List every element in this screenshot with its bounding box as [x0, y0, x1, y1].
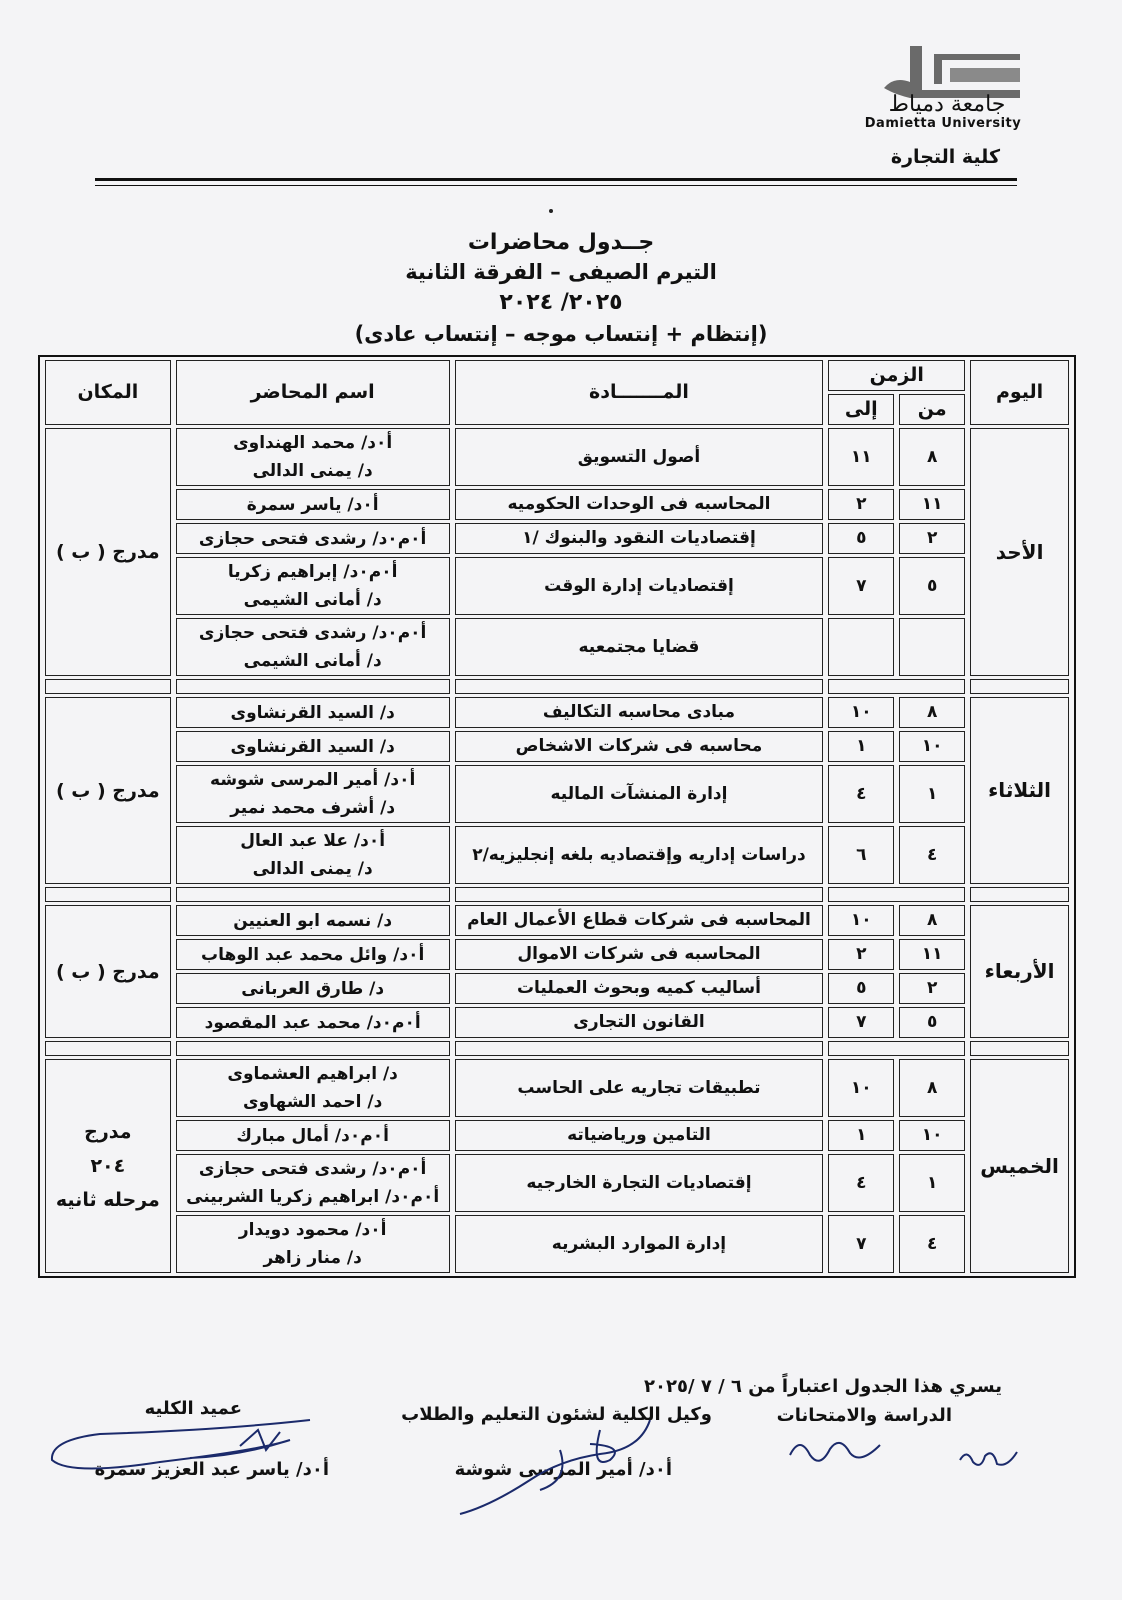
studies-signature	[780, 1425, 900, 1475]
place-cell	[45, 905, 171, 1038]
subject-cell: التامين ورياضياته	[455, 1120, 824, 1151]
table-row	[45, 697, 1069, 728]
lecturer-name: أ٠م٠د/ أمال مبارك	[236, 1125, 389, 1146]
subject-cell: المحاسبه فى الوحدات الحكوميه	[455, 489, 824, 520]
separator-cell	[45, 887, 171, 902]
time-from-cell	[899, 618, 965, 676]
time-from-cell: ٨	[899, 1059, 965, 1117]
lecturer-cell	[176, 1059, 450, 1117]
subject-cell: إدارة المنشآت الماليه	[455, 765, 824, 823]
time-from-cell: ١١	[899, 939, 965, 970]
table-row	[45, 973, 1069, 1004]
separator-cell	[176, 679, 450, 694]
schedule-title: جــدول محاضرات	[467, 230, 655, 255]
time-from-cell: ٨	[899, 428, 965, 486]
header-subject: المـــــــادة	[455, 360, 824, 425]
lecturer-name: د/ نسمه ابو العنيين	[233, 910, 393, 931]
time-from-cell: ٨	[899, 697, 965, 728]
subject-cell: المحاسبه فى شركات الاموال	[455, 939, 824, 970]
separator-row	[45, 887, 1069, 902]
table-row	[45, 905, 1069, 936]
lecturer-name: أ٠م٠د/ رشدى فتحى حجازى	[198, 1159, 427, 1179]
separator-cell	[970, 1041, 1069, 1056]
place-line: مدرج ( ب )	[56, 779, 160, 802]
time-from-cell: ٥	[899, 557, 965, 615]
subject-cell: إدارة الموارد البشريه	[455, 1215, 824, 1273]
day-cell: الأحد	[970, 428, 1069, 676]
lecturer-cell	[176, 1007, 450, 1038]
dean-name: أ٠د/ ياسر عبد العزيز سمرة	[94, 1459, 329, 1480]
lecturer-name: أ٠د/ أمير المرسى شوشه	[210, 770, 416, 790]
studies-signature-2	[955, 1440, 1025, 1475]
place-cell	[45, 697, 171, 884]
subject-cell: تطبيقات تجاريه على الحاسب	[455, 1059, 824, 1117]
day-cell: الخميس	[970, 1059, 1069, 1273]
time-to-cell: ٧	[828, 557, 894, 615]
header-time: الزمن	[828, 360, 965, 391]
time-from-cell: ١	[899, 1154, 965, 1212]
table-row	[45, 1059, 1069, 1117]
table-row	[45, 731, 1069, 762]
separator-cell	[45, 1041, 171, 1056]
table-row	[45, 1154, 1069, 1212]
lecturer-cell	[176, 731, 450, 762]
table-row	[45, 489, 1069, 520]
lecturer-cell	[176, 905, 450, 936]
lecturer-cell	[176, 489, 450, 520]
lecturer-name: أ٠د/ ياسر سمرة	[246, 494, 379, 515]
subject-cell: إقتصاديات النقود والبنوك /١	[455, 523, 824, 554]
lecturer-cell	[176, 1154, 450, 1212]
separator-cell	[455, 887, 824, 902]
time-to-cell: ٥	[828, 523, 894, 554]
lecturer-name: د/ السيد القرنشاوى	[230, 702, 395, 723]
lecturer-cell	[176, 428, 450, 486]
place-line: مدرج	[84, 1121, 132, 1143]
lecturer-cell	[176, 1215, 450, 1273]
lecturer-cell	[176, 973, 450, 1004]
lecturer-name: أ٠د/ محمد الهنداوى	[233, 433, 393, 453]
time-from-cell: ١	[899, 765, 965, 823]
separator-cell	[176, 887, 450, 902]
place-line: ٢٠٤	[90, 1155, 126, 1177]
separator-cell	[970, 887, 1069, 902]
term-title: التيرم الصيفى – الفرقة الثانية	[405, 260, 717, 284]
header-from: من	[899, 394, 965, 425]
time-to-cell	[828, 618, 894, 676]
subject-cell: إقتصاديات إدارة الوقت	[455, 557, 824, 615]
time-to-cell: ١٠	[828, 697, 894, 728]
lecturer-cell	[176, 523, 450, 554]
lecturer-name: د/ منار زاهر	[263, 1248, 362, 1268]
lecturer-name: أ٠م٠د/ ابراهيم زكريا الشربينى	[186, 1187, 440, 1207]
schedule-body	[45, 428, 1069, 1273]
time-from-cell: ٨	[899, 905, 965, 936]
subject-cell: القانون التجارى	[455, 1007, 824, 1038]
university-name-arabic: جامعة دمياط	[888, 92, 1006, 117]
separator-row	[45, 1041, 1069, 1056]
lecturer-name: د/ ابراهيم العشماوى	[227, 1064, 398, 1084]
subject-cell: دراسات إداريه وإقتصاديه بلغه إنجليزيه/٢	[455, 826, 824, 884]
separator-cell	[455, 679, 824, 694]
studies-exams-label: الدراسة والامتحانات	[776, 1405, 952, 1426]
time-to-cell: ١٠	[828, 1059, 894, 1117]
separator-cell	[455, 1041, 824, 1056]
time-to-cell: ٦	[828, 826, 894, 884]
place-cell	[45, 428, 171, 676]
subject-cell: قضايا مجتمعيه	[455, 618, 824, 676]
subject-cell: المحاسبه فى شركات قطاع الأعمال العام	[455, 905, 824, 936]
enrollment-types: (إنتظام + إنتساب موجه – إنتساب عادى)	[354, 322, 768, 346]
vice-dean-name: أ٠د/ أمير المرسى شوشة	[454, 1459, 672, 1480]
table-row	[45, 826, 1069, 884]
stray-dot	[549, 209, 553, 213]
lecturer-cell	[176, 939, 450, 970]
lecturer-cell	[176, 765, 450, 823]
place-line: مدرج ( ب )	[56, 960, 160, 983]
header-lecturer: اسم المحاضر	[176, 360, 450, 425]
lecturer-name: د/ أمانى الشيمى	[243, 590, 382, 610]
lecturer-name: د/ طارق العربانى	[241, 978, 385, 999]
table-row	[45, 618, 1069, 676]
lecturer-name: د/ يمنى الدالى	[252, 461, 373, 481]
subject-cell: محاسبه فى شركات الاشخاص	[455, 731, 824, 762]
lecturer-name: أ٠م٠د/ رشدى فتحى حجازى	[198, 623, 427, 643]
day-cell: الثلاثاء	[970, 697, 1069, 884]
table-row	[45, 1007, 1069, 1038]
lecturer-cell	[176, 618, 450, 676]
time-to-cell: ٧	[828, 1215, 894, 1273]
table-row	[45, 428, 1069, 486]
place-line: مرحله ثانيه	[55, 1189, 160, 1211]
time-from-cell: ١١	[899, 489, 965, 520]
lecturer-cell	[176, 1120, 450, 1151]
subject-cell: أساليب كميه وبحوث العمليات	[455, 973, 824, 1004]
time-to-cell: ١	[828, 731, 894, 762]
time-to-cell: ٥	[828, 973, 894, 1004]
lecturer-name: أ٠د/ علا عبد العال	[240, 831, 386, 851]
separator-cell	[828, 887, 965, 902]
subject-cell: إقتصاديات التجارة الخارجيه	[455, 1154, 824, 1212]
time-to-cell: ١١	[828, 428, 894, 486]
lecturer-name: د/ أمانى الشيمى	[243, 651, 382, 671]
time-to-cell: ١٠	[828, 905, 894, 936]
place-cell	[45, 1059, 171, 1273]
time-from-cell: ٤	[899, 826, 965, 884]
lecturer-name: د/ يمنى الدالى	[252, 859, 373, 879]
place-line: مدرج ( ب )	[56, 541, 160, 563]
lecturer-cell	[176, 697, 450, 728]
time-from-cell: ٥	[899, 1007, 965, 1038]
faculty-name: كلية التجارة	[890, 146, 1000, 168]
lecturer-cell	[176, 557, 450, 615]
lecturer-name: أ٠د/ وائل محمد عبد الوهاب	[201, 944, 425, 965]
time-from-cell: ٤	[899, 1215, 965, 1273]
subject-cell: مبادى محاسبه التكاليف	[455, 697, 824, 728]
validity-note: يسري هذا الجدول اعتباراً من ٦ / ٧ /٢٠٢٥	[644, 1376, 1002, 1397]
lecturer-name: د/ السيد القرنشاوى	[230, 736, 395, 757]
vice-dean-signature	[450, 1410, 680, 1520]
time-to-cell: ٤	[828, 1154, 894, 1212]
time-from-cell: ١٠	[899, 1120, 965, 1151]
header-rule	[95, 178, 1017, 181]
time-to-cell: ١	[828, 1120, 894, 1151]
time-from-cell: ٢	[899, 523, 965, 554]
schedule-table	[38, 355, 1076, 1278]
day-cell: الأربعاء	[970, 905, 1069, 1038]
time-from-cell: ٢	[899, 973, 965, 1004]
lecturer-name: أ٠م٠د/ إبراهيم زكريا	[227, 562, 398, 582]
lecturer-name: أ٠د/ محمود دويدار	[238, 1220, 387, 1240]
dean-title: عميد الكليه	[144, 1398, 242, 1419]
separator-cell	[828, 1041, 965, 1056]
table-row	[45, 765, 1069, 823]
university-name-english: Damietta University	[864, 116, 1022, 131]
separator-cell	[45, 679, 171, 694]
lecturer-name: أ٠م٠د/ محمد عبد المقصود	[204, 1012, 421, 1033]
separator-cell	[970, 679, 1069, 694]
lecturer-cell	[176, 826, 450, 884]
time-to-cell: ٤	[828, 765, 894, 823]
time-to-cell: ٧	[828, 1007, 894, 1038]
table-row	[45, 1120, 1069, 1151]
header-to: إلى	[828, 394, 894, 425]
header-place: المكان	[45, 360, 171, 425]
table-row	[45, 939, 1069, 970]
lecturer-name: د/ احمد الشهاوى	[242, 1092, 383, 1112]
time-to-cell: ٢	[828, 489, 894, 520]
vice-dean-title: وكيل الكلية لشئون التعليم والطلاب	[401, 1404, 712, 1425]
table-row	[45, 557, 1069, 615]
subject-cell: أصول التسويق	[455, 428, 824, 486]
lecturer-name: أ٠م٠د/ رشدى فتحى حجازى	[198, 528, 427, 549]
dean-signature	[40, 1410, 340, 1490]
header-rule-thin	[95, 185, 1017, 186]
header-day: اليوم	[970, 360, 1069, 425]
time-to-cell: ٢	[828, 939, 894, 970]
separator-cell	[828, 679, 965, 694]
separator-row	[45, 679, 1069, 694]
table-row	[45, 1215, 1069, 1273]
academic-year: ٢٠٢٥/ ٢٠٢٤	[499, 290, 623, 315]
separator-cell	[176, 1041, 450, 1056]
lecturer-name: د/ أشرف محمد نمير	[230, 798, 396, 818]
time-from-cell: ١٠	[899, 731, 965, 762]
table-row	[45, 523, 1069, 554]
